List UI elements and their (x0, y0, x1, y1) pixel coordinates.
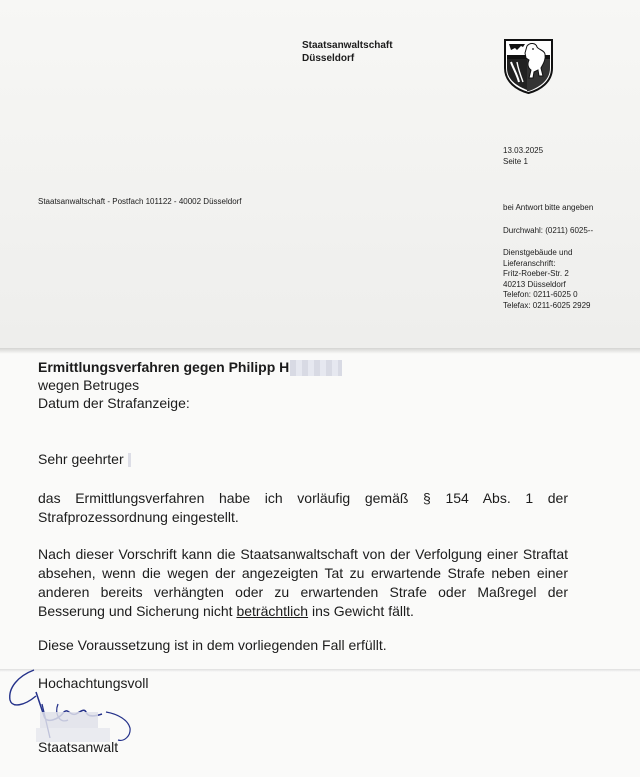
sender-return-address: Staatsanwaltschaft - Postfach 101122 - 40002 Düsseldorf (38, 197, 242, 206)
paragraph-1: das Ermittlungsverfahren habe ich vorläufig gemäß § 154 Abs. 1 der Strafprozessordnung eingestellt. (38, 490, 568, 525)
authority-line-1: Staatsanwaltschaft (302, 40, 393, 51)
reply-note: bei Antwort bitte angeben (503, 203, 594, 212)
nrw-coat-of-arms-icon (503, 38, 554, 94)
underlined-word: beträchtlich (236, 603, 309, 619)
contact-block (503, 203, 593, 311)
paragraph-2-end: ins Gewicht fällt. (308, 603, 414, 619)
phone-number: Telefon: 0211-6025 0 (503, 290, 578, 299)
date-and-page (503, 145, 543, 167)
subject-title-line (38, 358, 342, 376)
subject-reason: wegen Betruges (38, 377, 140, 394)
redaction-bar (290, 360, 342, 376)
authority-name (302, 39, 393, 65)
salutation-line (38, 450, 131, 469)
authority-line-2: Düsseldorf (302, 53, 355, 64)
fax-number: Telefax: 0211-6025 2929 (503, 300, 591, 310)
direct-dial: Durchwahl: (0211) 6025-- (503, 225, 594, 235)
signatory-title: Staatsanwalt (38, 739, 119, 755)
address-label-2: Lieferanschrift: (503, 258, 556, 268)
paragraph-3: Diese Voraussetzung ist in dem vorliegenden Fall erfüllt. (38, 637, 387, 653)
complaint-date: Datum der Strafanzeige: (38, 395, 190, 412)
letter-date: 13.03.2025 (503, 146, 544, 155)
closing: Hochachtungsvoll (38, 675, 149, 691)
salutation: Sehr geehrter (38, 451, 124, 467)
paragraph-2 (38, 545, 568, 621)
subject-block (38, 358, 342, 412)
address-label-1: Dienstgebäude und (503, 248, 573, 257)
paragraph-2-text: Nach dieser Vorschrift kann die Staatsanwaltschaft von der Verfolgung einer Straftat absehen, wenn die wegen der angezeigten Tat zu erwartende Strafe neben einer anderen bereits verhängten oder zu erwartenden Strafe oder Maßregel der Besserung und Sicherung nicht (38, 546, 568, 619)
address-city: 40213 Düsseldorf (503, 279, 566, 289)
subject-title: Ermittlungsverfahren gegen Philipp H (38, 359, 290, 375)
address-street: Fritz-Roeber-Str. 2 (503, 269, 569, 278)
redaction-bar (128, 453, 131, 467)
page-number: Seite 1 (503, 157, 528, 166)
